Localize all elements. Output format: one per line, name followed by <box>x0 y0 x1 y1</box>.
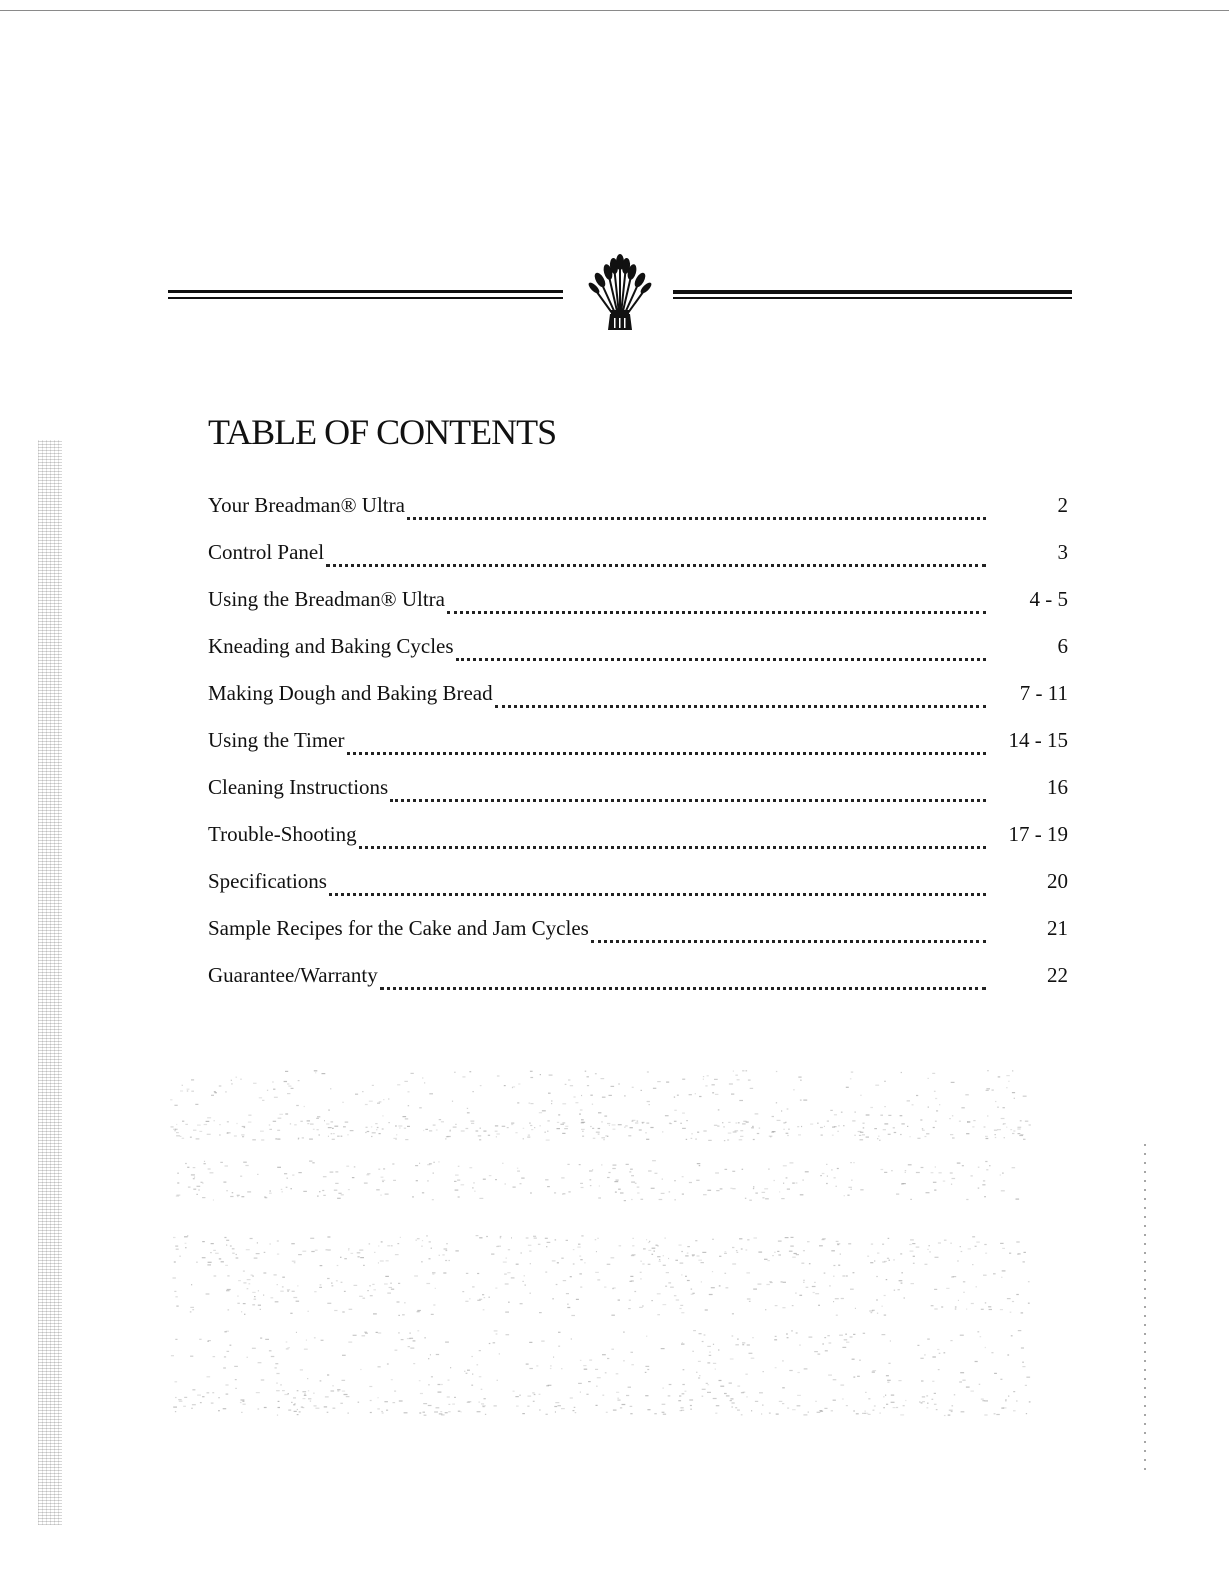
toc-entry <box>208 717 1068 764</box>
toc-entry <box>208 811 1068 858</box>
toc-entry <box>208 482 1068 529</box>
toc-entry-page: 22 <box>1047 963 1068 987</box>
toc-entry <box>208 764 1068 811</box>
toc-dot-leader <box>407 511 986 520</box>
toc-entry-title: Control Panel <box>208 540 325 564</box>
toc-entry-page: 6 <box>1057 634 1068 658</box>
toc-dot-leader <box>326 558 986 567</box>
toc-dot-leader <box>456 652 986 661</box>
toc-dot-leader <box>329 887 986 896</box>
toc-entry <box>208 952 1068 999</box>
toc-dot-leader <box>495 699 986 708</box>
scan-shadow-edge <box>38 440 62 1525</box>
toc-entry <box>208 905 1068 952</box>
toc-entry <box>208 858 1068 905</box>
toc-entry <box>208 576 1068 623</box>
bleed-through-noise <box>170 1030 1050 1430</box>
toc-entry-page: 3 <box>1057 540 1068 564</box>
toc-entry <box>208 623 1068 670</box>
table-of-contents <box>208 482 1068 999</box>
toc-entry-title: Trouble-Shooting <box>208 822 357 846</box>
toc-entry-title: Sample Recipes for the Cake and Jam Cycles <box>208 916 589 940</box>
toc-entry-page: 2 <box>1057 493 1068 517</box>
toc-entry-title: Guarantee/Warranty <box>208 963 378 987</box>
toc-dot-leader <box>347 746 986 755</box>
toc-dot-leader <box>359 840 986 849</box>
scan-artifact-right <box>1144 1140 1146 1470</box>
toc-entry-title: Your Breadman® Ultra <box>208 493 405 517</box>
toc-entry <box>208 670 1068 717</box>
toc-entry-page: 21 <box>1047 916 1068 940</box>
scan-top-border <box>0 10 1229 11</box>
toc-dot-leader <box>591 934 986 943</box>
toc-dot-leader <box>380 981 986 990</box>
toc-entry-page: 7 - 11 <box>1019 681 1068 705</box>
toc-entry <box>208 529 1068 576</box>
wheat-sheaf-icon <box>168 252 1072 336</box>
toc-entry-title: Specifications <box>208 869 327 893</box>
toc-entry-title: Making Dough and Baking Bread <box>208 681 493 705</box>
toc-entry-page: 20 <box>1047 869 1068 893</box>
toc-entry-page: 17 - 19 <box>1008 822 1068 846</box>
toc-entry-page: 4 - 5 <box>1029 587 1068 611</box>
toc-entry-title: Using the Timer <box>208 728 345 752</box>
toc-dot-leader <box>447 605 986 614</box>
toc-entry-page: 16 <box>1047 775 1068 799</box>
toc-entry-title: Using the Breadman® Ultra <box>208 587 445 611</box>
page-title: TABLE OF CONTENTS <box>208 412 557 452</box>
toc-entry-title: Kneading and Baking Cycles <box>208 634 454 658</box>
toc-entry-page: 14 - 15 <box>1008 728 1068 752</box>
toc-entry-title: Cleaning Instructions <box>208 775 389 799</box>
toc-dot-leader <box>390 793 986 802</box>
